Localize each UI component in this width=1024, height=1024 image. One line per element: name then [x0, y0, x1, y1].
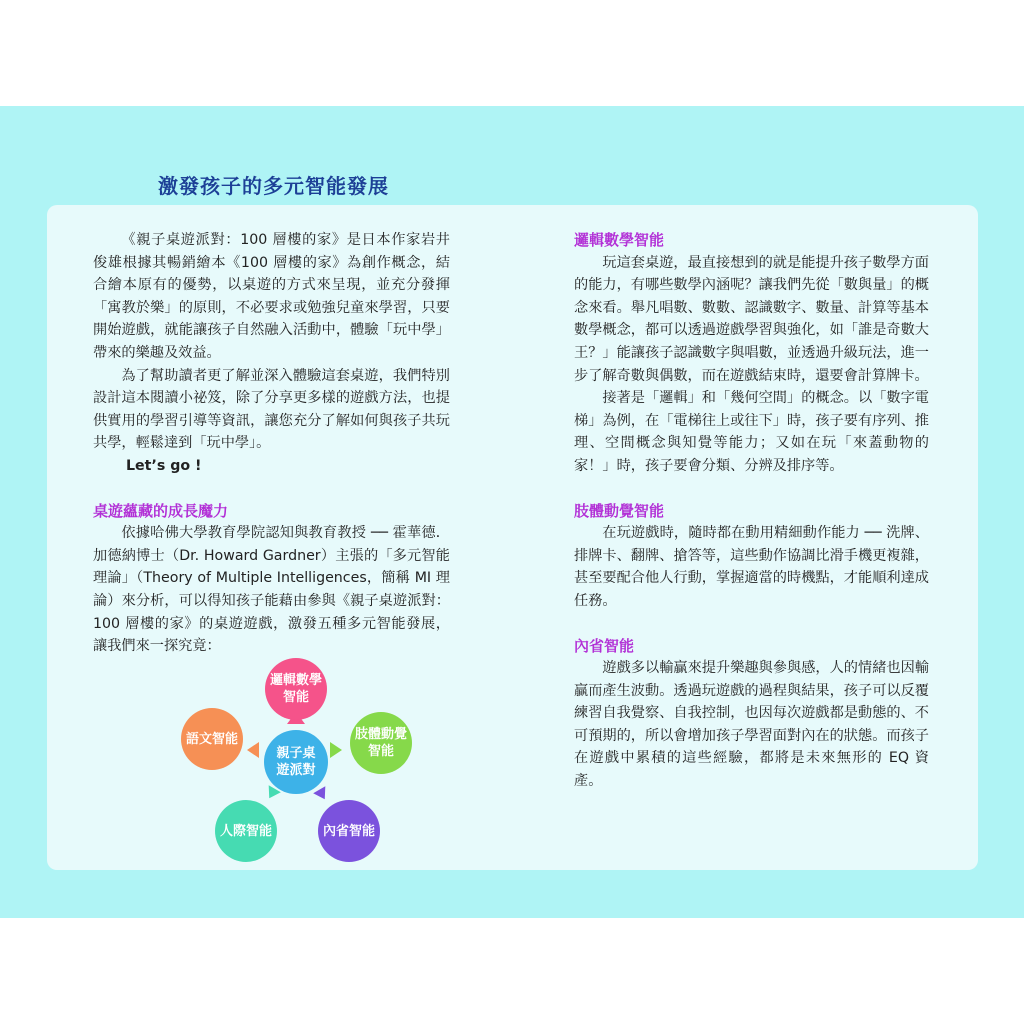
section-paragraph-growth: 依據哈佛大學教育學院認知與教育教授 ── 霍華德．加德納博士（Dr. Howard Gardner）主張的「多元智能理論」（Theory of Multiple Intelligences，簡稱 MI 理論）來分析，可以得知孩子能藉由參與《親子桌遊派對：100 層樓的家》的桌遊遊戲，激發五種多元智能發展，讓我們來一探究竟： [93, 525, 450, 655]
page-title: 激發孩子的多元智能發展 [158, 174, 389, 198]
diagram-node-language: 語文智能 [181, 708, 243, 770]
left-column [93, 229, 450, 658]
section-title-intrapersonal: 內省智能 [574, 636, 635, 655]
diagram-center-node: 親子桌遊派對 [264, 730, 328, 794]
arrow-down-right-icon [313, 786, 331, 803]
section-title-growth: 桌遊蘊藏的成長魔力 [93, 501, 229, 520]
right-column [574, 229, 929, 793]
diagram-node-body: 肢體動覺智能 [350, 712, 412, 774]
intrapersonal-paragraph: 遊戲多以輸贏來提升樂趣與參與感，人的情緒也因輸贏而產生波動。透過玩遊戲的過程與結果，孩子可以反覆練習自我覺察、自我控制，也因每次遊戲都是動態的、不可預期的，所以會增加孩子學習面對內在的狀態。而孩子在遊戲中累積的這些經驗，都將是未來無形的 EQ 資產。 [574, 660, 929, 790]
section-title-logic: 邏輯數學智能 [574, 231, 665, 249]
logic-paragraph-2: 接著是「邏輯」和「幾何空間」的概念。以「數字電梯」為例，在「電梯往上或往下」時，孩子要有序列、推理、空間概念與知覺等能力；又如在玩「來蓋動物的家！」時，孩子要會分類、分辨及排序等。 [574, 390, 929, 474]
intro-paragraph-2: 為了幫助讀者更了解並深入體驗這套桌遊，我們特別設計這本閱讀小祕笈，除了分享更多樣的遊戲方法，也提供實用的學習引導等資訊，讓您充分了解如何與孩子共玩共學，輕鬆達到「玩中學」。 [93, 367, 450, 452]
section-title-body: 肢體動覺智能 [574, 501, 665, 520]
lets-go-text: Let’s go ! [126, 457, 202, 474]
intelligences-diagram [170, 650, 430, 870]
diagram-node-intrapersonal: 內省智能 [318, 800, 380, 862]
diagram-node-logic: 邏輯數學智能 [265, 658, 327, 720]
logic-paragraph-1: 玩這套桌遊，最直接想到的就是能提升孩子數學方面的能力，有哪些數學內涵呢？讓我們先從「數與量」的概念來看。舉凡唱數、數數、認識數字、數量、計算等基本數學概念，都可以透過遊戲學習與強化，如「誰是奇數大王？」能讓孩子認識數字與唱數，並透過升級玩法，進一步了解奇數與偶數，而在遊戲結束時，還要會計算牌卡。 [574, 254, 929, 384]
body-paragraph: 在玩遊戲時，隨時都在動用精細動作能力 ── 洗牌、排牌卡、翻牌、搶答等，這些動作協調比滑手機更複雜，甚至要配合他人行動，掌握適當的時機點，才能順利達成任務。 [574, 525, 929, 609]
arrow-right-icon [330, 742, 342, 758]
arrow-left-icon [247, 742, 259, 758]
intro-paragraph-1: 《親子桌遊派對：100 層樓的家》是日本作家岩井俊雄根據其暢銷繪本《100 層樓的家》為創作概念，結合繪本原有的優勢，以桌遊的方式來呈現，並充分發揮「寓教於樂」的原則，不必要求或勉強兒童來學習，只要開始遊戲，就能讓孩子自然融入活動中，體驗「玩中學」帶來的樂趣及效益。 [93, 232, 450, 361]
diagram-node-interpersonal: 人際智能 [215, 800, 277, 862]
